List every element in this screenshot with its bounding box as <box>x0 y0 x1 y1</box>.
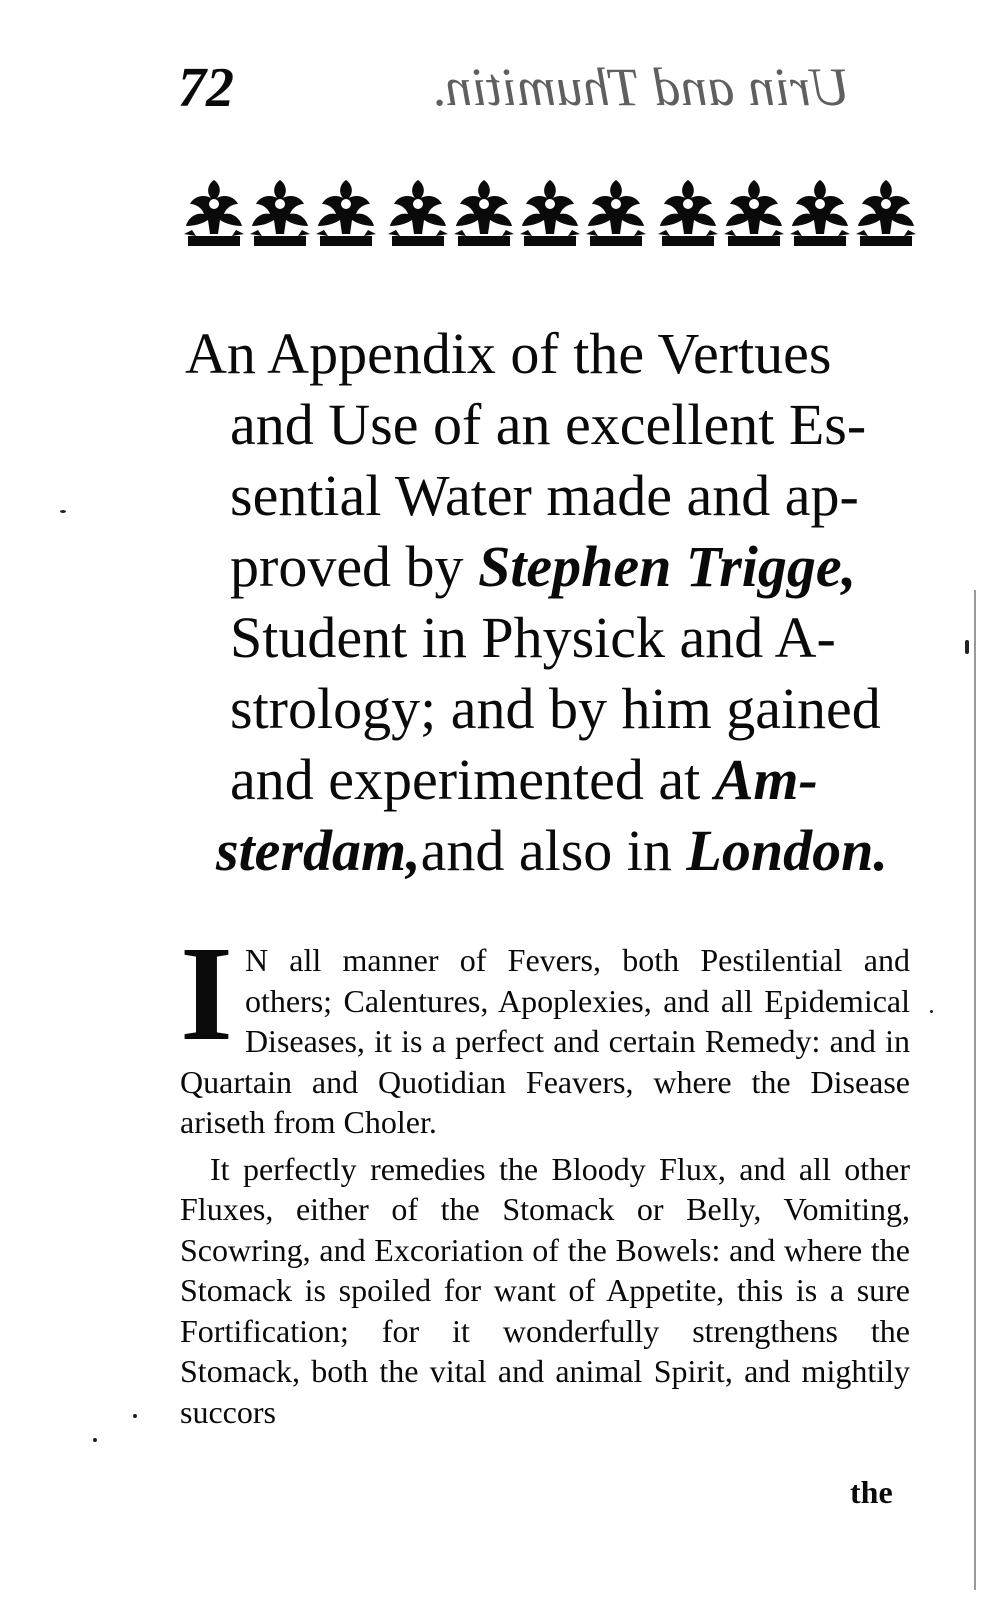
ink-speck <box>93 1438 97 1442</box>
ink-speck <box>133 1414 137 1418</box>
author-name: Stephen Trigge, <box>478 534 857 599</box>
title-line-6: strology; and by him gained <box>230 676 881 741</box>
title-line-1: An Appendix of the Vertues <box>185 321 832 386</box>
ink-speck <box>60 510 66 513</box>
page-number: 72 <box>178 57 234 119</box>
place-london: London. <box>686 818 888 883</box>
appendix-title <box>185 318 950 886</box>
paragraph-1-text: N all manner of Fevers, both Pestilential and others; Calentures, Apoplexies, and all Epidemical Diseases, it is a perfect and certain Remedy: and in Quartain and Quotidian Feavers, where the Disease ariseth from Choler. <box>180 942 910 1140</box>
body-text <box>180 919 910 1432</box>
title-line-5: Student in Physick and A- <box>230 605 836 670</box>
paragraph-2: It perfectly remedies the Bloody Flux, and all other Fluxes, either of the Stomack or Belly, Vomiting, Scowring, and Excoriation of the Bowels: and where the Stomack is spoiled for want of Appetite, this is a sure Fortification; for it wonderfully strengthens the Stomack, both the vital and animal Spirit, and mightily succors <box>180 1150 910 1430</box>
page-edge-line <box>974 590 976 1590</box>
title-line-2: and Use of an excellent Es- <box>230 392 867 457</box>
title-line-8 <box>216 815 950 886</box>
running-head-show-through: Urin and Thumitin. <box>431 57 850 117</box>
title-line-4 <box>230 531 950 602</box>
title-line-7-text: and experimented at <box>230 747 715 812</box>
title-line-3: sential Water made and ap- <box>230 463 859 528</box>
drop-cap: I <box>180 919 233 1069</box>
title-line-8-text: and also in <box>420 818 687 883</box>
ink-speck <box>930 1010 933 1013</box>
title-line-4-text: proved by <box>230 534 479 599</box>
fleuron-ornament-band <box>182 172 918 252</box>
title-line-7 <box>230 744 950 815</box>
catchword: the <box>850 1474 893 1510</box>
place-amsterdam-part1: Am- <box>714 747 818 812</box>
ink-speck <box>965 640 969 654</box>
paragraph-1 <box>180 919 910 1143</box>
place-amsterdam-part2: sterdam, <box>216 818 421 883</box>
